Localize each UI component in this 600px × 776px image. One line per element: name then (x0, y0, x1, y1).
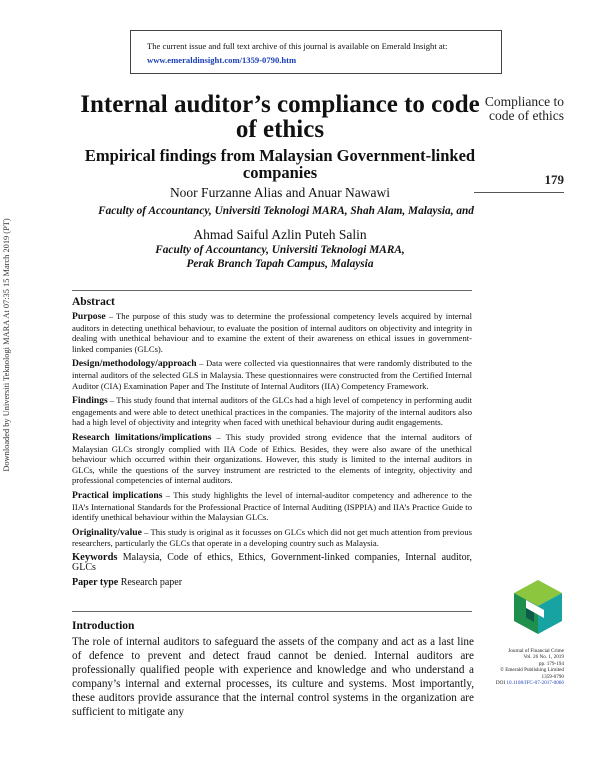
keywords-label: Keywords (72, 551, 118, 563)
journal-volume: Vol. 26 No. 1, 2019 (523, 654, 564, 661)
abstract-practical (72, 490, 472, 523)
article-subtitle: Empirical findings from Malaysian Government-linked companies (84, 146, 476, 182)
doi-label: DOI (495, 680, 506, 687)
abstract-top-rule (72, 290, 472, 291)
notice-text: The current issue and full text archive of this journal is available on Emerald Insight at: (147, 41, 448, 51)
section-text: – This study provided strong evidence that the internal auditors of Malaysian GLCs strongly complied with IIA Code of Ethics. Besides, they were also aware of the unethical behaviour which occurred within their organizations. However, this study is limited to the internal auditors in GLCs, while the questions of the survey instrument are restricted to the elements of integrity, objectivity and professional competencies of internal auditors. (72, 431, 472, 486)
journal-notice-box (130, 30, 502, 74)
affiliation-line: Faculty of Accountancy, Universiti Teknologi MARA, (155, 244, 405, 256)
abstract-limitations (72, 432, 472, 486)
affiliation-2 (80, 243, 480, 271)
paper-type-label: Paper type (72, 577, 119, 589)
section-text: – Data were collected via questionnaires that were randomly distributed to the internal auditors of the selected GLS in Malaysia. These questionnaires were constructed from the Certified Internal Auditor (CIA) Examination Paper and The Institute of Internal Auditors (IIA) Competency Framework. (72, 358, 472, 391)
journal-doi (474, 680, 564, 686)
author-name: Noor Furzanne Alias (169, 185, 283, 200)
intro-body: The role of internal auditors to safeguard the assets of the company and act as a last line of defence to prevent and detect fraud cannot be denied. Internal auditors are professionally qualified people with experience and knowledge and who understand a company’s internal and external processes, its culture and systems. Most importantly, these auditors provide assurance that the internal control systems in the organization are sufficient to mitigate any (72, 636, 474, 718)
margin-divider (474, 192, 564, 193)
section-label: Originality/value (72, 526, 142, 538)
abstract-originality (72, 527, 472, 549)
affiliation-line: Perak Branch Tapah Campus, Malaysia (186, 258, 374, 270)
intro-heading: Introduction (72, 620, 135, 632)
abstract-purpose (72, 311, 472, 354)
abstract-findings (72, 395, 472, 428)
section-label: Design/methodology/approach (72, 358, 197, 370)
abstract-bottom-rule (72, 611, 472, 612)
section-text: – This study found that internal auditors of the GLCs had a high level of competency in performing audit engagements and were able to detect unethical practices in the companies. The majority of the internal auditors also had a high level of objectivity and integrity when faced with unethical behaviour during audit engagements. (72, 395, 472, 428)
authors-line-1 (80, 186, 480, 200)
article-title: Internal auditor’s compliance to code of ethics (80, 91, 480, 143)
keywords-text: Malaysia, Code of ethics, Ethics, Government-linked companies, Internal auditor, GLCs (72, 551, 472, 574)
author-connector: and (285, 185, 306, 200)
emerald-logo-icon (512, 578, 564, 636)
abstract-heading: Abstract (72, 296, 115, 308)
section-label: Findings (72, 395, 108, 407)
section-text: – The purpose of this study was to determine the professional competency levels acquired by internal auditors in detecting unethical behaviour, to evaluate the position of internal auditors on objectivity and integrity in dealing with unethical behaviour and to examine the extent of their awareness on ethical issues in government-linked companies (GLCs). (72, 311, 472, 354)
journal-name: Journal of Financial Crime (508, 648, 564, 654)
author-name: Anuar Nawawi (307, 185, 391, 200)
author-name: Ahmad Saiful Azlin Puteh Salin (193, 227, 367, 242)
journal-pages: pp. 179-194 (538, 660, 564, 667)
section-label: Research limitations/implications (72, 431, 212, 443)
section-text: – This study highlights the level of internal-auditor competency and adherence to the IIA’s International Standards for the Professional Practice of Internal Auditing (ISPPIA) and IIA’s Practice Guide to identify unethical behaviour within the Malaysian GLCs. (72, 489, 472, 523)
journal-info (474, 648, 564, 686)
abstract-body (72, 311, 472, 593)
section-label: Practical implications (72, 489, 163, 501)
journal-issn: 1359-0790 (541, 673, 564, 680)
affiliation-1: Faculty of Accountancy, Universiti Teknologi MARA, Shah Alam, Malaysia, and (98, 205, 474, 217)
page-number: 179 (544, 172, 564, 187)
paper-type-text: Research paper (120, 577, 183, 589)
journal-publisher: © Emerald Publishing Limited (499, 667, 564, 674)
section-text: – This study is original as it focusses on GLCs which did not get much attention from previous researchers, particularly the GLCs that operate in a developing country such as Malaysia. (72, 526, 472, 549)
doi-link[interactable]: 10.1108/JFC-07-2017-0066 (506, 680, 564, 687)
journal-link[interactable]: www.emeraldinsight.com/1359-0790.htm (147, 55, 297, 65)
download-stamp: Downloaded by Universiti Teknologi MARA At 07:35 15 March 2019 (PT) (2, 218, 11, 472)
abstract-keywords (72, 553, 472, 574)
abstract-design (72, 358, 472, 391)
abstract-paper-type (72, 578, 472, 589)
section-label: Purpose (72, 311, 106, 322)
running-head-title: Compliance to code of ethics (484, 94, 564, 123)
